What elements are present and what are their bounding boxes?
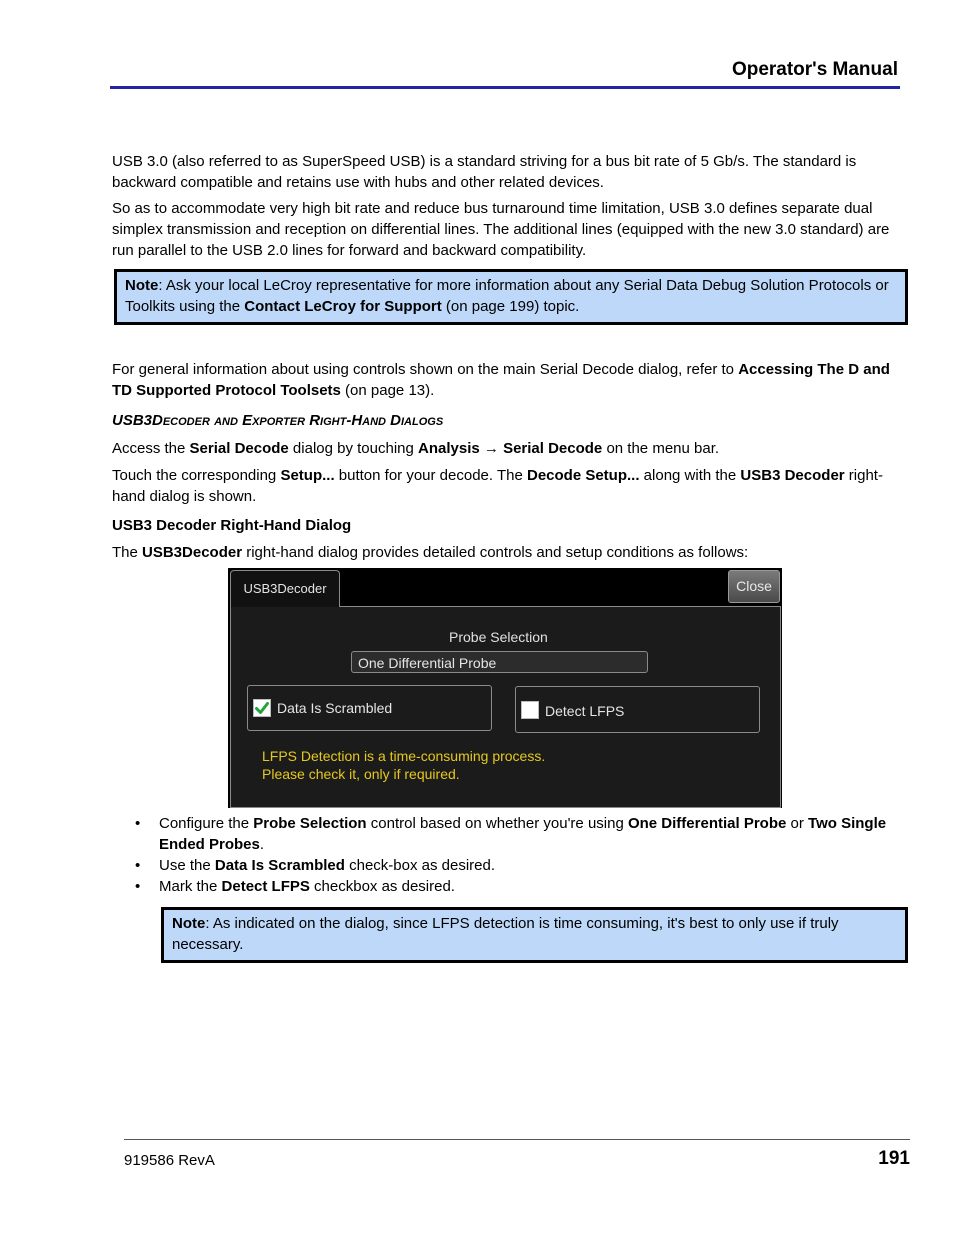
section-heading: USB3Decoder and Exporter Right-Hand Dialogs: [112, 412, 444, 429]
data-scrambled-label: Data Is Scrambled: [277, 700, 393, 716]
lfps-warning: [262, 747, 545, 783]
bullet-icon: •: [135, 878, 141, 895]
detect-lfps-label: Detect LFPS: [545, 703, 625, 719]
note-box-support: [114, 269, 908, 325]
general-info-paragraph: For general information about using controls shown on the main Serial Decode dialog, refer to Accessing The D and TD Supported Protocol Toolsets (on page 13).: [112, 361, 890, 399]
subheading: USB3 Decoder Right-Hand Dialog: [112, 517, 352, 534]
access-paragraph: Access the Serial Decode dialog by touching Analysis → Serial Decode on the menu bar.: [112, 440, 720, 457]
note-box-lfps: [161, 907, 908, 963]
dialog-panel: [230, 606, 781, 808]
bullet-icon: •: [135, 815, 141, 832]
footer-rule: [124, 1139, 910, 1140]
probe-selection-dropdown[interactable]: One Differential Probe: [351, 651, 648, 673]
support-link-text: Contact LeCroy for Support: [244, 298, 442, 315]
footer-doc-id: 919586 RevA: [124, 1152, 215, 1169]
warning-line-2: Please check it, only if required.: [262, 766, 460, 782]
note-label: Note: [172, 915, 206, 932]
list-item: • Configure the Probe Selection control based on whether you're using One Differential Probe or Two Single Ended Probes.: [135, 815, 887, 853]
close-button[interactable]: Close: [728, 570, 780, 603]
detect-lfps-checkbox[interactable]: [515, 686, 760, 733]
intro-paragraph-2: So as to accommodate very high bit rate and reduce bus turnaround time limitation, USB 3.0 defines separate dual simplex transmission and reception on differential lines. The additional lines (equipped with the new 3.0 standard) are run parallel to the USB 2.0 lines for forward and backward compatibility.: [112, 200, 890, 259]
note-text: : As indicated on the dialog, since LFPS detection is time consuming, it's best to only use if truly necessary.: [172, 915, 839, 953]
running-header-title: Operator's Manual: [731, 59, 898, 80]
toolsets-reference: Accessing The D and TD Supported Protocol Toolsets: [112, 361, 890, 399]
checkbox-unchecked-icon: [521, 701, 539, 719]
usb3-decoder-dialog: [228, 568, 782, 808]
header-rule: [110, 86, 900, 89]
note-text-end: (on page 199) topic.: [441, 298, 580, 315]
bullet-list: [135, 813, 895, 897]
note-text: : Ask your local LeCroy representative for more information about any Serial Data Debug Solution Protocols or Toolkits using the: [125, 277, 889, 315]
warning-line-1: LFPS Detection is a time-consuming process.: [262, 748, 546, 764]
tab-usb3decoder[interactable]: USB3Decoder: [230, 570, 340, 607]
list-item: • Use the Data Is Scrambled check-box as desired.: [135, 857, 496, 874]
note-label: Note: [125, 277, 159, 294]
probe-selection-label: Probe Selection: [449, 629, 548, 645]
list-item: • Mark the Detect LFPS checkbox as desired.: [135, 878, 455, 895]
dialog-intro-paragraph: The USB3Decoder right-hand dialog provides detailed controls and setup conditions as follows:: [112, 544, 749, 561]
data-scrambled-checkbox[interactable]: [247, 685, 492, 731]
intro-paragraph-1: USB 3.0 (also referred to as SuperSpeed USB) is a standard striving for a bus bit rate of 5 Gb/s. The standard is backward compatible and retains use with hubs and other related devices.: [112, 153, 857, 191]
page-number: 191: [878, 1148, 910, 1169]
bullet-icon: •: [135, 857, 141, 874]
touch-setup-paragraph: Touch the corresponding Setup... button for your decode. The Decode Setup... along with the USB3 Decoder right-hand dialog is shown.: [112, 467, 883, 505]
checkbox-checked-icon: [253, 699, 271, 717]
